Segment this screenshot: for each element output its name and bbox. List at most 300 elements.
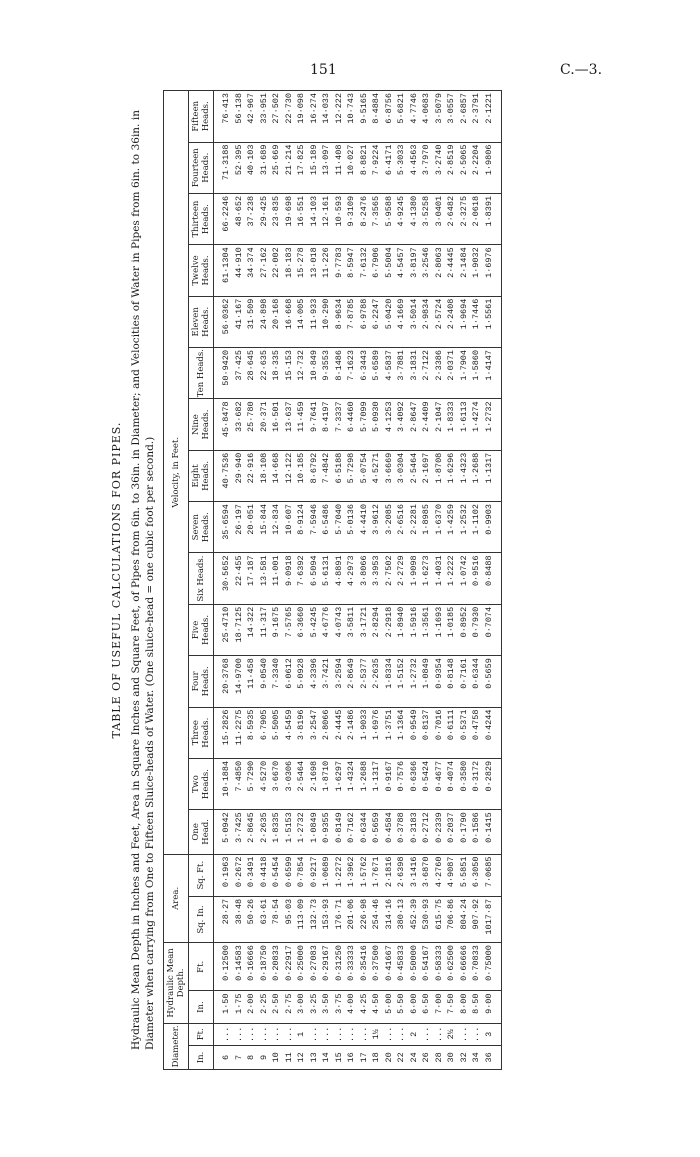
table-cell: 29·940 xyxy=(233,450,246,501)
table-cell: 37·238 xyxy=(245,193,258,244)
table-cell: 13·581 xyxy=(258,553,271,604)
table-cell: 8·50 xyxy=(470,991,483,1023)
table-cell: 0·33333 xyxy=(345,943,358,991)
table-cell: 4·4410 xyxy=(358,502,371,553)
table-cell: 5·00 xyxy=(383,991,396,1023)
table-cell: 11·226 xyxy=(320,245,333,296)
table-cell: 0·75000 xyxy=(483,943,502,991)
table-cell: 1·0185 xyxy=(445,604,458,655)
table-cell: 1·3561 xyxy=(420,604,433,655)
table-cell: 0·29167 xyxy=(320,943,333,991)
table-cell: 12·732 xyxy=(295,348,308,399)
table-cell: 30 xyxy=(445,1045,458,1069)
table-cell: 7·8785 xyxy=(345,296,358,347)
table-cell: ... xyxy=(333,1023,346,1045)
table-cell: 3·6669 xyxy=(383,450,396,501)
table-cell: 13·637 xyxy=(283,399,296,450)
table-cell: 2·75 xyxy=(283,991,296,1023)
table-cell: 16·501 xyxy=(270,399,283,450)
table-row xyxy=(258,91,271,1070)
table-cell: 8·4884 xyxy=(370,91,383,143)
table-cell: 6·3660 xyxy=(295,604,308,655)
pipe-calculations-table xyxy=(163,90,502,1070)
table-cell: 11·2275 xyxy=(233,707,246,758)
table-cell: 3·5079 xyxy=(433,91,446,143)
table-cell: 48·652 xyxy=(233,193,246,244)
table-title: TABLE OF USEFUL CALCULATIONS FOR PIPES. xyxy=(110,421,123,739)
table-cell: 11·933 xyxy=(308,296,321,347)
table-cell: 5·6131 xyxy=(320,553,333,604)
table-cell: 5·0420 xyxy=(383,296,396,347)
table-cell: 0·2672 xyxy=(233,854,246,896)
table-cell: 11·459 xyxy=(295,399,308,450)
table-cell: 2·1816 xyxy=(383,854,396,896)
table-cell: 1·1364 xyxy=(395,707,408,758)
table-cell: 0·16666 xyxy=(245,943,258,991)
table-cell: 1·6113 xyxy=(458,399,471,450)
table-cell: 5·0930 xyxy=(370,399,383,450)
table-cell: 3·0401 xyxy=(433,193,446,244)
table-cell: 0·5454 xyxy=(270,854,283,896)
table-cell: 12·122 xyxy=(283,450,296,501)
column-header: Seven Heads. xyxy=(189,502,214,553)
table-cell: 3·6670 xyxy=(270,758,283,809)
table-row xyxy=(308,91,321,1070)
table-cell: 0·7576 xyxy=(395,758,408,809)
table-cell: 24 xyxy=(408,1045,421,1069)
table-cell: 4·50 xyxy=(370,991,383,1023)
table-cell: 0·6344 xyxy=(358,810,371,854)
table-cell: 113·09 xyxy=(295,896,308,942)
table-cell: 10·1884 xyxy=(214,758,233,809)
table-cell: 0·4584 xyxy=(383,810,396,854)
table-cell: 31·689 xyxy=(258,142,271,193)
table-cell: 7·5946 xyxy=(308,502,321,553)
table-cell: 0·45833 xyxy=(395,943,408,991)
table-cell: 33·951 xyxy=(258,91,271,143)
column-header: Five Heads. xyxy=(189,604,214,655)
table-cell: 2·2204 xyxy=(470,142,483,193)
table-cell: 52·395 xyxy=(233,142,246,193)
table-cell: 3·7881 xyxy=(395,348,408,399)
table-cell: 18·335 xyxy=(270,348,283,399)
table-cell: 1·7446 xyxy=(470,296,483,347)
table-cell: 40·103 xyxy=(245,142,258,193)
table-cell: 5·5005 xyxy=(270,707,283,758)
table-cell: 15·844 xyxy=(258,502,271,553)
table-cell: 0·7161 xyxy=(458,656,471,707)
table-cell: 95·03 xyxy=(283,896,296,942)
table-cell: 30·5652 xyxy=(214,553,233,604)
table-cell: 0·9217 xyxy=(308,854,321,896)
table-cell: 6·00 xyxy=(408,991,421,1023)
table-cell: ... xyxy=(395,1023,408,1045)
table-cell: 2·2281 xyxy=(408,502,421,553)
table-cell: 1·2688 xyxy=(358,758,371,809)
table-row xyxy=(320,91,333,1070)
table-cell: 3·5258 xyxy=(420,193,433,244)
table-cell: 5·0942 xyxy=(214,810,233,854)
table-cell: 10 xyxy=(270,1045,283,1069)
table-cell: 0·50000 xyxy=(408,943,421,991)
table-cell: 4·25 xyxy=(358,991,371,1023)
table-cell: 3·9612 xyxy=(370,502,383,553)
table-cell: 132·73 xyxy=(308,896,321,942)
table-description: Hydraulic Mean Depth in Inches and Feet, Area in Square Inches and Square Feet, of Pipes from 6in. to 36in. in Diameter; and Velocities of Water in Pipes from 6in. to 36in. in Diameter when carrying from One to Fifteen Sluice-heads of Water. (One sluice-head = one cubic foot per second.) xyxy=(130,110,156,1050)
table-cell: 11·317 xyxy=(258,604,271,655)
table-cell: 4·2973 xyxy=(345,553,358,604)
table-cell: ... xyxy=(470,1023,483,1045)
table-cell: 2·2918 xyxy=(383,604,396,655)
table-cell: 10·743 xyxy=(345,91,358,143)
table-cell: 4·4563 xyxy=(408,142,421,193)
diameter-group-header: Diameter. xyxy=(164,1023,189,1069)
table-cell: 6·7906 xyxy=(370,245,383,296)
table-cell: 2·1486 xyxy=(345,707,358,758)
table-cell: 3·1831 xyxy=(408,348,421,399)
table-cell: 0·8952 xyxy=(458,604,471,655)
table-cell: 1·9032 xyxy=(470,245,483,296)
table-cell: 0·4244 xyxy=(483,707,502,758)
table-cell: ... xyxy=(245,1023,258,1045)
table-cell: 23·835 xyxy=(270,193,283,244)
table-cell: 2·8066 xyxy=(320,707,333,758)
table-row xyxy=(458,91,471,1070)
table-cell: 38·48 xyxy=(233,896,246,942)
table-cell: ... xyxy=(233,1023,246,1045)
table-cell: 2·7502 xyxy=(383,553,396,604)
table-cell: 4·0743 xyxy=(333,604,346,655)
table-cell: 0·37500 xyxy=(370,943,383,991)
table-cell: 3·75 xyxy=(333,991,346,1023)
table-cell: 0·8148 xyxy=(445,656,458,707)
table-cell: 17·187 xyxy=(245,553,258,604)
table-cell: 15·189 xyxy=(308,142,321,193)
table-cell: 1·2222 xyxy=(445,553,458,604)
table-cell: 8·2476 xyxy=(358,193,371,244)
table-cell: 226·98 xyxy=(358,896,371,942)
table-cell: 0·12500 xyxy=(214,943,233,991)
table-cell: 1·1317 xyxy=(483,450,502,501)
table-cell: 11·408 xyxy=(333,142,346,193)
table-cell: 3·8066 xyxy=(358,553,371,604)
table-cell: 1·3962 xyxy=(345,854,358,896)
table-cell: 34·374 xyxy=(245,245,258,296)
table-row xyxy=(470,91,483,1070)
table-cell: 1·8985 xyxy=(420,502,433,553)
table-cell: 2·5377 xyxy=(358,656,371,707)
table-cell: 452·39 xyxy=(408,896,421,942)
table-cell: 1·6297 xyxy=(333,758,346,809)
table-cell: 3·2085 xyxy=(383,502,396,553)
table-cell: 8·5935 xyxy=(245,707,258,758)
table-cell: 6·2247 xyxy=(370,296,383,347)
table-cell: 0·6599 xyxy=(283,854,296,896)
table-cell: 4·9245 xyxy=(395,193,408,244)
table-cell: 35·6594 xyxy=(214,502,233,553)
table-cell: 1·75 xyxy=(233,991,246,1023)
table-cell: 0·5659 xyxy=(483,656,502,707)
table-cell: 3·5014 xyxy=(408,296,421,347)
table-cell: 5·4245 xyxy=(308,604,321,655)
table-cell: 7·5765 xyxy=(283,604,296,655)
table-cell: 5·0136 xyxy=(345,502,358,553)
table-cell: 4·5457 xyxy=(395,245,408,296)
table-cell: 0·8149 xyxy=(333,810,346,854)
table-cell: 2·8645 xyxy=(245,810,258,854)
table-cell: 7·00 xyxy=(433,991,446,1023)
table-cell: 7·3337 xyxy=(333,399,346,450)
table-cell: 13·018 xyxy=(308,245,321,296)
table-cell: 10·290 xyxy=(320,296,333,347)
table-cell: 0·1586 xyxy=(470,810,483,854)
column-header: Ten Heads. xyxy=(189,348,214,399)
table-cell: 22·730 xyxy=(283,91,296,143)
table-cell: 2·8649 xyxy=(345,656,358,707)
column-header: Sq. Ft. xyxy=(189,854,214,896)
table-cell: 0·9903 xyxy=(483,502,502,553)
table-cell: 2·1221 xyxy=(483,91,502,143)
table-cell: 2·3386 xyxy=(433,348,446,399)
table-cell: 0·6111 xyxy=(445,707,458,758)
table-cell: 28·27 xyxy=(214,896,233,942)
table-cell: 5·3033 xyxy=(395,142,408,193)
table-cell: 2·1697 xyxy=(420,450,433,501)
column-header: In. xyxy=(189,991,214,1023)
table-cell: 0·4677 xyxy=(433,758,446,809)
table-row xyxy=(483,91,502,1070)
table-cell: 2·1047 xyxy=(433,399,446,450)
table-cell: 14·103 xyxy=(308,193,321,244)
table-cell: 6·0612 xyxy=(283,656,296,707)
table-cell: 3 xyxy=(483,1023,502,1045)
table-cell: 1·5561 xyxy=(483,296,502,347)
table-cell: 9·5165 xyxy=(358,91,371,143)
table-cell: 1·5153 xyxy=(283,810,296,854)
table-cell: 0·9355 xyxy=(320,810,333,854)
area-group-header: Area. xyxy=(164,854,189,943)
hmd-group-header: Hydraulic Mean Depth. xyxy=(164,943,189,1024)
column-header: Nine Heads. xyxy=(189,399,214,450)
table-cell: 7·4842 xyxy=(320,450,333,501)
table-cell: 3·3953 xyxy=(370,553,383,604)
table-cell: 71·3188 xyxy=(214,142,233,193)
table-cell: 0·7854 xyxy=(295,854,308,896)
table-cell: 5·50 xyxy=(395,991,408,1023)
table-cell: 1½ xyxy=(370,1023,383,1045)
table-cell: 10·607 xyxy=(283,502,296,553)
table-cell: 6·5094 xyxy=(308,553,321,604)
table-cell: 1·8333 xyxy=(445,399,458,450)
table-row xyxy=(295,91,308,1070)
table-cell: 56·138 xyxy=(233,91,246,143)
table-cell: 0·25000 xyxy=(295,943,308,991)
table-cell: 1·0742 xyxy=(458,553,471,604)
table-cell: 20·168 xyxy=(270,296,283,347)
table-cell: 3·2740 xyxy=(433,142,446,193)
table-cell: 4·5271 xyxy=(370,450,383,501)
table-cell: ... xyxy=(420,1023,433,1045)
table-cell: 3·6870 xyxy=(420,854,433,896)
table-cell: 0·2829 xyxy=(483,758,502,809)
table-cell: 8·00 xyxy=(458,991,471,1023)
table-cell: 314·16 xyxy=(383,896,396,942)
table-cell: 1·4031 xyxy=(433,553,446,604)
table-cell: 19·698 xyxy=(283,193,296,244)
table-cell: 11·001 xyxy=(270,553,283,604)
column-header: Two Heads. xyxy=(189,758,214,809)
table-cell: 1·4259 xyxy=(445,502,458,553)
table-cell: 21·214 xyxy=(283,142,296,193)
table-cell: 5·5004 xyxy=(383,245,396,296)
table-cell: 1017·87 xyxy=(483,896,502,942)
table-cell: 4·8891 xyxy=(333,553,346,604)
table-cell: 1·8391 xyxy=(483,193,502,244)
table-cell: 0·3580 xyxy=(458,758,471,809)
table-cell: 2·9834 xyxy=(420,296,433,347)
table-cell: 201·06 xyxy=(345,896,358,942)
table-cell: 153·93 xyxy=(320,896,333,942)
column-header: Four Heads. xyxy=(189,656,214,707)
table-cell: 1·2732 xyxy=(295,810,308,854)
table-cell: 4·1253 xyxy=(383,399,396,450)
table-cell: 4·2760 xyxy=(433,854,446,896)
table-cell: 1·1317 xyxy=(370,758,383,809)
table-cell: 12 xyxy=(295,1045,308,1069)
table-cell: 2·3791 xyxy=(470,91,483,143)
table-cell: 2·4445 xyxy=(445,245,458,296)
table-cell: 3·25 xyxy=(308,991,321,1023)
table-cell: 9·3109 xyxy=(345,193,358,244)
table-cell: 9·7641 xyxy=(308,399,321,450)
table-cell: ... xyxy=(458,1023,471,1045)
table-cell: 1·4323 xyxy=(458,450,471,501)
table-cell: 31·509 xyxy=(245,296,258,347)
table-cell: 2·8647 xyxy=(408,399,421,450)
table-cell: 1·8708 xyxy=(433,450,446,501)
table-cell: 1·4324 xyxy=(345,758,358,809)
table-cell: 3·1721 xyxy=(358,604,371,655)
table-cell: 7·4850 xyxy=(233,758,246,809)
table-cell: 0·35416 xyxy=(358,943,371,991)
table-cell: 4·6776 xyxy=(320,604,333,655)
table-cell: 10·849 xyxy=(308,348,321,399)
table-cell: 530·93 xyxy=(420,896,433,942)
table-cell: 176·71 xyxy=(333,896,346,942)
table-cell: 63·61 xyxy=(258,896,271,942)
table-cell: 12·222 xyxy=(333,91,346,143)
table-cell: 2·6857 xyxy=(458,91,471,143)
table-cell: ... xyxy=(345,1023,358,1045)
table-cell: 2·00 xyxy=(245,991,258,1023)
table-cell: 3·50 xyxy=(320,991,333,1023)
table-cell: 2·6398 xyxy=(395,854,408,896)
table-cell: 20·3768 xyxy=(214,656,233,707)
table-cell: 16 xyxy=(345,1045,358,1069)
table-cell: 25·669 xyxy=(270,142,283,193)
table-cell: 804·24 xyxy=(458,896,471,942)
table-cell: 7 xyxy=(233,1045,246,1069)
table-cell: 0·2037 xyxy=(445,810,458,854)
table-cell: 8·4197 xyxy=(320,399,333,450)
table-cell: 0·20833 xyxy=(270,943,283,991)
table-row xyxy=(370,91,383,1070)
table-cell: 22·635 xyxy=(258,348,271,399)
table-cell: 10·593 xyxy=(333,193,346,244)
table-cell: 44·910 xyxy=(233,245,246,296)
table-cell: 2·2408 xyxy=(445,296,458,347)
table-cell: 1·0849 xyxy=(308,810,321,854)
table-cell: 15·278 xyxy=(295,245,308,296)
table-cell: 25·780 xyxy=(245,399,258,450)
table-cell: 2·2729 xyxy=(395,553,408,604)
table-cell: 11·458 xyxy=(245,656,258,707)
table-cell: 45·8478 xyxy=(214,399,233,450)
table-cell: ... xyxy=(258,1023,271,1045)
table-cell: 0·9516 xyxy=(470,553,483,604)
table-cell: 0·5424 xyxy=(420,758,433,809)
table-cell: 5·6821 xyxy=(395,91,408,143)
table-cell: 2·6516 xyxy=(395,502,408,553)
column-header: One Head. xyxy=(189,810,214,854)
table-cell: 6·4171 xyxy=(383,142,396,193)
table-cell: 56·0362 xyxy=(214,296,233,347)
table-row xyxy=(283,91,296,1070)
table-cell: 17·825 xyxy=(295,142,308,193)
table-cell: ... xyxy=(320,1023,333,1045)
table-cell: 5·0928 xyxy=(295,656,308,707)
table-cell: 6·8756 xyxy=(383,91,396,143)
table-cell: 9·7783 xyxy=(333,245,346,296)
table-cell: 1·0689 xyxy=(320,854,333,896)
table-cell: 2·25 xyxy=(258,991,271,1023)
table-cell: 18·108 xyxy=(258,450,271,501)
table-cell: 5·9588 xyxy=(383,193,396,244)
table-cell: 22·916 xyxy=(245,450,258,501)
table-cell: 1·7671 xyxy=(370,854,383,896)
table-cell: 27·162 xyxy=(258,245,271,296)
table-cell: 0·31250 xyxy=(333,943,346,991)
table-cell: 2·0371 xyxy=(445,348,458,399)
table-cell: 9·1675 xyxy=(270,604,283,655)
table-cell: 1·7904 xyxy=(458,348,471,399)
table-row xyxy=(395,91,408,1070)
table-cell: ... xyxy=(433,1023,446,1045)
table-cell: 2·2635 xyxy=(258,810,271,854)
table-cell: 0·54167 xyxy=(420,943,433,991)
table-cell: 2·0618 xyxy=(470,193,483,244)
table-cell: 1·6976 xyxy=(370,707,383,758)
table-row xyxy=(270,91,283,1070)
table-cell: 34 xyxy=(470,1045,483,1069)
table-cell: 41·167 xyxy=(233,296,246,347)
table-cell: 0·6344 xyxy=(470,656,483,707)
table-cell: 11 xyxy=(283,1045,296,1069)
table-cell: 9 xyxy=(258,1045,271,1069)
table-cell: 6·5486 xyxy=(320,502,333,553)
table-cell: 0·5659 xyxy=(370,810,383,854)
table-cell: 50·9420 xyxy=(214,348,233,399)
table-cell: 1·6370 xyxy=(433,502,446,553)
table-cell: 2·3275 xyxy=(458,193,471,244)
table-cell: 2·6482 xyxy=(445,193,458,244)
table-cell: 76·413 xyxy=(214,91,233,143)
table-cell: 3·8196 xyxy=(295,707,308,758)
table-cell: 9·0540 xyxy=(258,656,271,707)
table-cell: 18·7125 xyxy=(233,604,246,655)
table-cell: 3·2547 xyxy=(308,707,321,758)
table-cell: 3·8197 xyxy=(408,245,421,296)
